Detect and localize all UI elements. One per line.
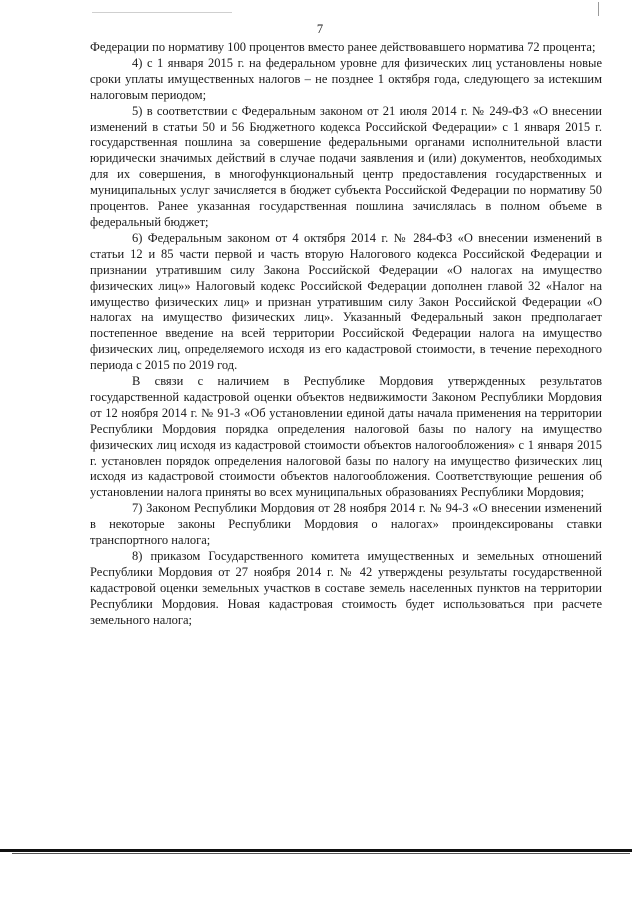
paragraph-continuation: Федерации по нормативу 100 процентов вместо ранее действовавшего норматива 72 процента; [90, 40, 596, 54]
page-number: 7 [316, 22, 324, 36]
paragraph-item-7: 7) Законом Республики Мордовия от 28 ноября 2014 г. № 94-З «О внесении изменений в некоторые законы Республики Мордовия о налогах» проиндексированы ставки транспортного налога; [90, 501, 602, 548]
paragraph-item-8: 8) приказом Государственного комитета имущественных и земельных отношений Республики Мордовия от 27 ноября 2014 г. № 42 утверждены результаты государственной кадастровой оценки земельных участков в составе земель населенных пунктов на территории Республики Мордовия. Новая кадастровая стоимость будет использоваться при расчете земельного налога; [90, 549, 602, 627]
document-body [90, 40, 602, 629]
scan-mark-top-right [598, 2, 599, 16]
scan-mark-top-left [92, 12, 232, 13]
paragraph-item-6: 6) Федеральным законом от 4 октября 2014 г. № 284-ФЗ «О внесении изменений в статьи 12 и 85 части первой и часть вторую Налогового кодекса Российской Федерации и признании утратившим силу Закона Российской Федерации «О налогах на имущество физических лиц»» Налоговый кодекс Российской Федерации дополнен главой 32 «Налог на имущество физических лиц» и признан утратившим силу Закон Российской Федерации «О налогах на имущество физических лиц». Указанный Федеральный закон предполагает постепенное введение на всей территории Российской Федерации налога на имущество физических лиц, определяемого исходя из его кадастровой стоимости, в течение переходного периода с 2015 по 2019 год. [90, 230, 602, 373]
bottom-rule [0, 849, 632, 852]
paragraph-item-5: 5) в соответствии с Федеральным законом от 21 июля 2014 г. № 249-ФЗ «О внесении изменений в статьи 50 и 56 Бюджетного кодекса Российской Федерации» с 1 января 2015 г. государственная пошлина за совершение федеральными органами исполнительной власти юридически значимых действий в случае подачи заявления и (или) документов, необходимых для их совершения, в многофункциональный центр предоставления государственных и муниципальных услуг зачисляется в бюджет субъекта Российской Федерации по нормативу 50 процентов. Ранее указанная государственная пошлина зачислялась в полном объеме в федеральный бюджет; [90, 103, 602, 229]
bottom-rule-shadow [12, 853, 630, 854]
paragraph-mordovia-property-tax: В связи с наличием в Республике Мордовия утвержденных результатов государственной кадастровой оценки объектов недвижимости Законом Республики Мордовия от 12 ноября 2014 г. № 91-З «Об установлении единой даты начала применения на территории Республики Мордовия порядка определения налоговой базы по налогу на имущество физических лиц исходя из кадастровой стоимости объектов налогообложения» с 1 января 2015 г. установлен порядок определения налоговой базы по налогу на имущество физических лиц исходя из кадастровой стоимости объектов налогообложения. Соответствующие решения об установлении налога приняты во всех муниципальных образованиях Республики Мордовия; [90, 374, 602, 500]
paragraph-item-4: 4) с 1 января 2015 г. на федеральном уровне для физических лиц установлены новые сроки уплаты имущественных налогов – не позднее 1 октября года, следующего за истекшим налоговым периодом; [90, 55, 602, 102]
